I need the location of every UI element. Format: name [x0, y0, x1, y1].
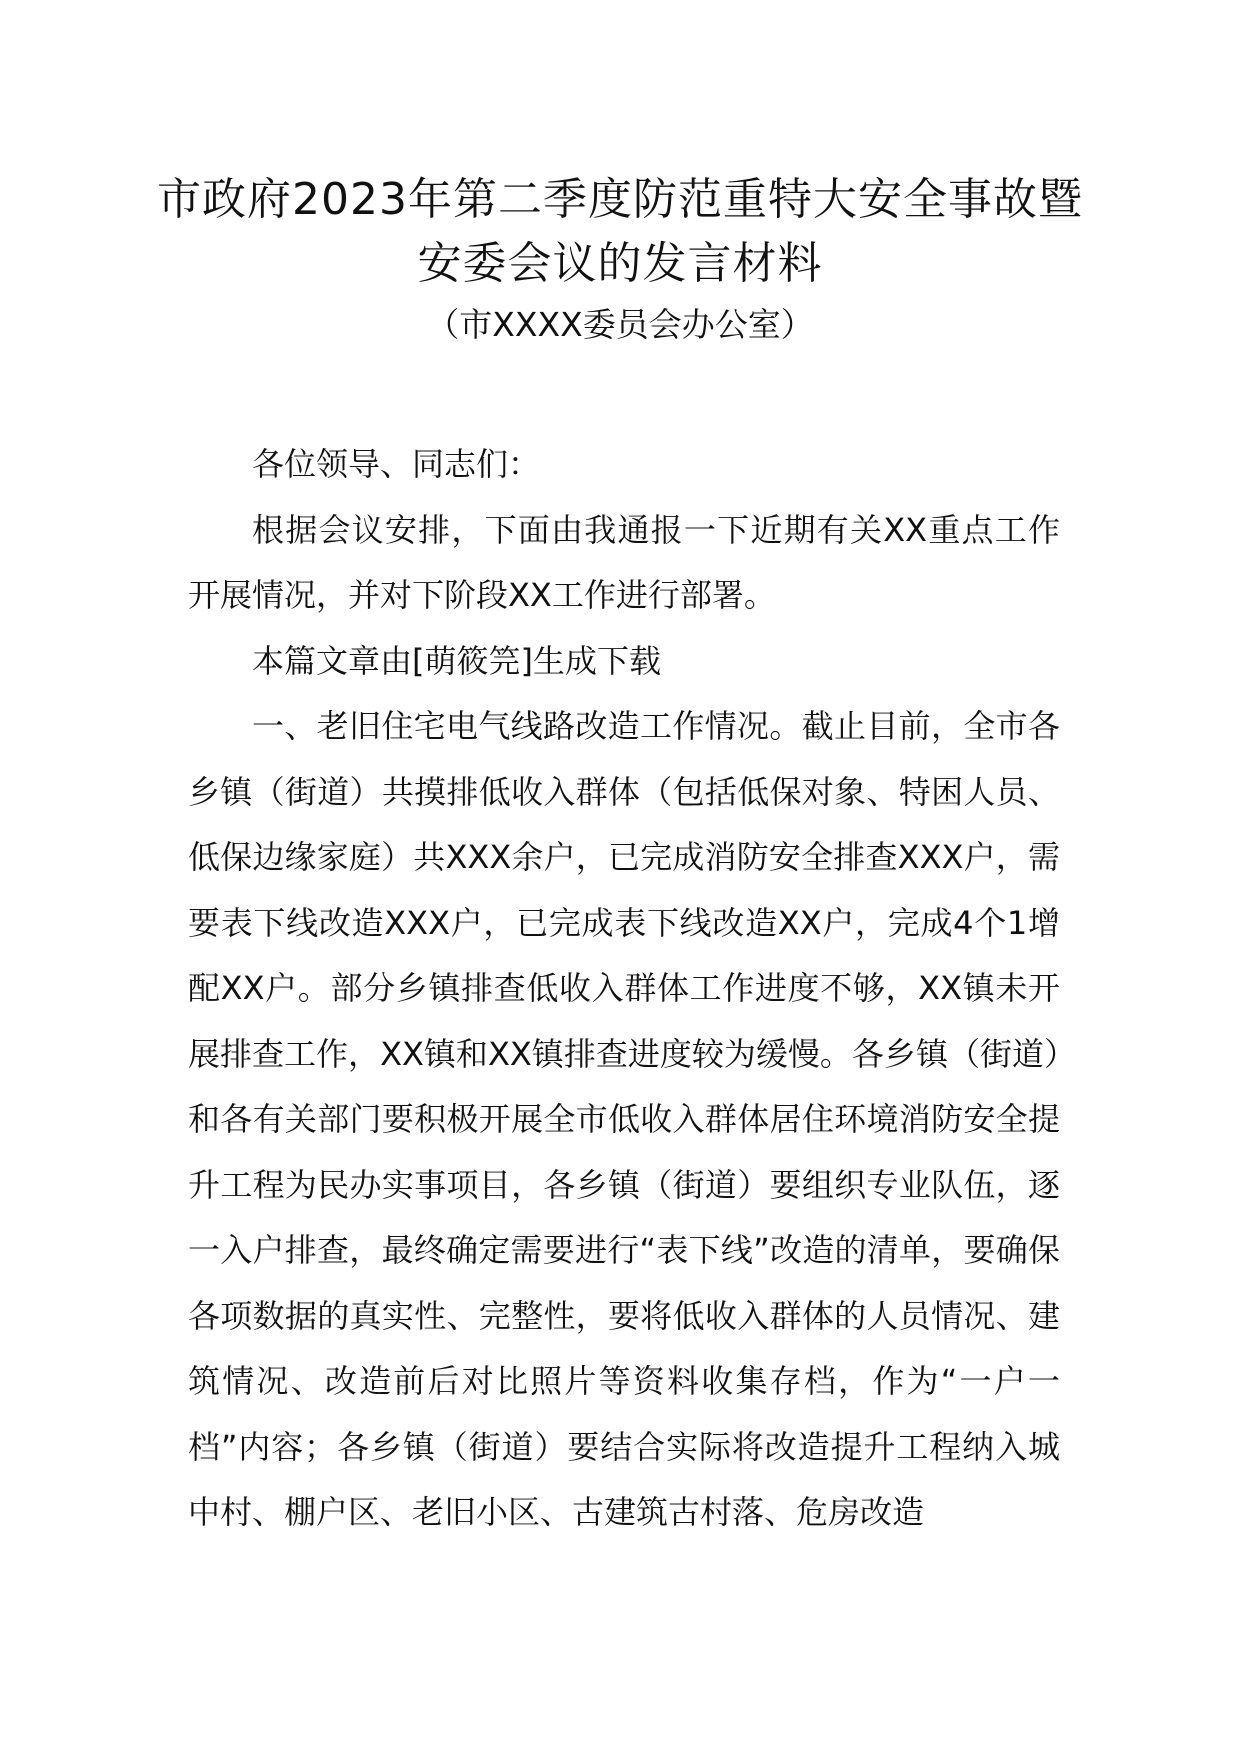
document-subtitle: （市XXXX委员会办公室）: [426, 305, 814, 344]
document-body: [188, 432, 1060, 1546]
section-one-paragraph: 一、老旧住宅电气线路改造工作情况。截止目前，全市各乡镇（街道）共摸排低收入群体（包括低保对象、特困人员、低保边缘家庭）共XXX余户，已完成消防安全排查XXX户，需要表下线改造XXX户，已完成表下线改造XX户，完成4个1增配XX户。部分乡镇排查低收入群体工作进度不够，XX镇未开展排查工作，XX镇和XX镇排查进度较为缓慢。各乡镇（街道）和各有关部门要积极开展全市低收入群体居住环境消防安全提升工程为民办实事项目，各乡镇（街道）要组织专业队伍，逐一入户排查，最终确定需要进行“表下线”改造的清单，要确保各项数据的真实性、完整性，要将低收入群体的人员情况、建筑情况、改造前后对比照片等资料收集存档，作为“一户一档”内容；各乡镇（街道）要结合实际将改造提升工程纳入城中村、棚户区、老旧小区、古建筑古村落、危房改造: [188, 707, 1060, 1531]
salutation-paragraph: 各位领导、同志们：: [252, 445, 541, 483]
source-note-paragraph: 本篇文章由[萌筱笎]生成下载: [252, 641, 661, 680]
document-title: 市政府2023年第二季度防范重特大安全事故暨安委会议的发言材料: [157, 174, 1083, 289]
intro-paragraph: 根据会议安排，下面由我通报一下近期有关XX重点工作开展情况，并对下阶段XX工作进行部署。: [188, 510, 1060, 614]
